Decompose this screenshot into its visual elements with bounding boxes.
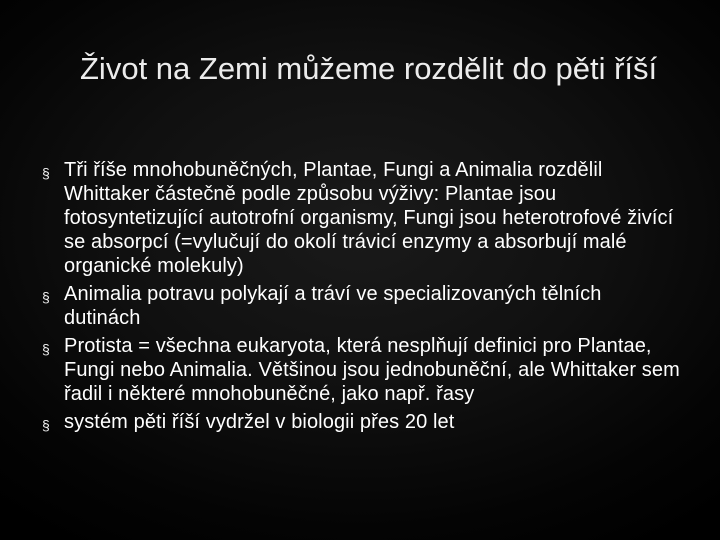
square-bullet-icon: § — [42, 289, 50, 305]
square-bullet-icon: § — [42, 165, 50, 181]
bullet-text: Animalia potravu polykají a tráví ve specializovaných tělních dutinách — [64, 283, 602, 329]
square-bullet-icon: § — [42, 417, 50, 433]
bullet-item — [40, 334, 680, 406]
bullet-text: systém pěti říší vydržel v biologii přes 20 let — [64, 411, 455, 433]
bullet-item — [40, 158, 680, 278]
bullet-text: Protista = všechna eukaryota, která nesplňují definici pro Plantae, Fungi nebo Animalia. Většinou jsou jednobuněční, ale Whittaker sem řadil i některé mnohobuněčné, jako např. řasy — [64, 335, 680, 405]
slide-title: Život na Zemi můžeme rozdělit do pěti říší — [80, 51, 658, 86]
bullet-item — [40, 410, 680, 434]
square-bullet-icon: § — [42, 341, 50, 357]
bullet-list — [40, 158, 680, 438]
bullet-item — [40, 282, 680, 330]
bullet-text: Tři říše mnohobuněčných, Plantae, Fungi a Animalia rozdělil Whittaker částečně podle způsobu výživy: Plantae jsou fotosyntetizující autotrofní organismy, Fungi jsou heterotrofové živící se absorpcí (=vylučují do okolí trávicí enzymy a absorbují malé organické molekuly) — [64, 159, 674, 277]
